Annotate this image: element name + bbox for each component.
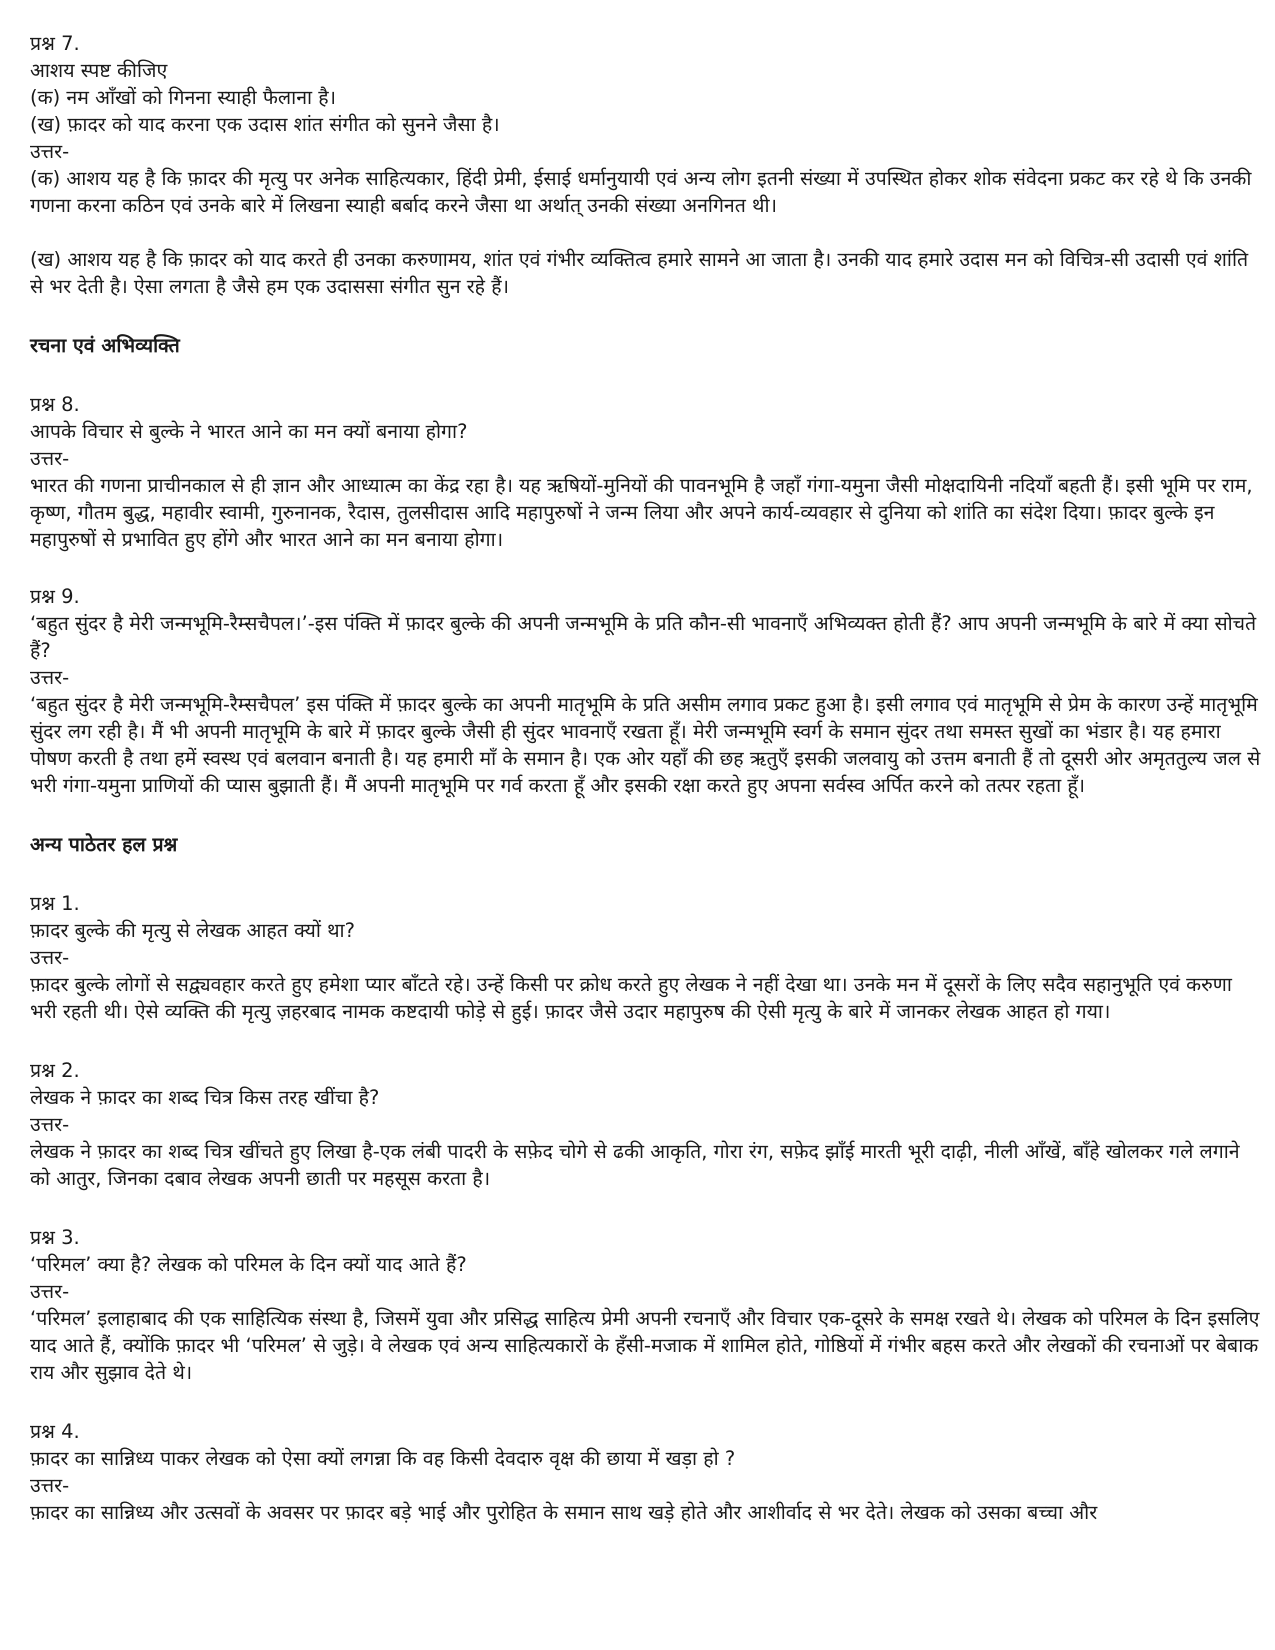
- qa-block-other-q2: [30, 1057, 1262, 1192]
- question-sub-item: (ख) फ़ादर को याद करना एक उदास शांत संगीत को सुनने जैसा है।: [30, 113, 500, 136]
- question-text: फ़ादर का सान्निध्य पाकर लेखक को ऐसा क्यों लगन्ना कि वह किसी देवदारु वृक्ष की छाया में खड़ा हो ?: [30, 1447, 736, 1470]
- section-heading: अन्य पाठेतर हल प्रश्न: [30, 833, 178, 856]
- qa-block-q7: [30, 30, 1262, 300]
- answer-text: (ख) आशय यह है कि फ़ादर को याद करते ही उनका करुणामय, शांत एवं गंभीर व्यक्तित्व हमारे सामने आ जाता है। उनकी याद हमारे उदास मन को विचित्र-सी उदासी एवं शांति से भर देती है। ऐसा लगता है जैसे हम एक उदाससा संगीत सुन रहे हैं।: [30, 248, 1249, 298]
- answer-label: उत्तर-: [30, 1280, 70, 1303]
- question-number: प्रश्न 2.: [30, 1059, 80, 1082]
- qa-block-other-q1: [30, 890, 1262, 1025]
- document-page: [30, 30, 1262, 1526]
- answer-label: उत्तर-: [30, 946, 70, 969]
- question-sub-item: (क) नम आँखों को गिनना स्याही फैलाना है।: [30, 86, 337, 109]
- question-text: आशय स्पष्ट कीजिए: [30, 59, 168, 82]
- question-number: प्रश्न 9.: [30, 585, 80, 608]
- question-number: प्रश्न 3.: [30, 1226, 80, 1249]
- question-number: प्रश्न 4.: [30, 1420, 80, 1443]
- question-text: फ़ादर बुल्के की मृत्यु से लेखक आहत क्यों था?: [30, 919, 355, 942]
- question-number: प्रश्न 7.: [30, 32, 80, 55]
- answer-text: भारत की गणना प्राचीनकाल से ही ज्ञान और आध्यात्म का केंद्र रहा है। यह ऋषियों-मुनियों की पावनभूमि है जहाँ गंगा-यमुना जैसी मोक्षदायिनी नदियाँ बहती हैं। इसी भूमि पर राम, कृष्ण, गौतम बुद्ध, महावीर स्वामी, गुरुनानक, रैदास, तुलसीदास आदि महापुरुषों ने जन्म लिया और अपने कार्य-व्यवहार से दुनिया को शांति का संदेश दिया। फ़ादर बुल्के इन महापुरुषों से प्रभावित हुए होंगे और भारत आने का मन बनाया होगा।: [30, 474, 1253, 551]
- section-heading: रचना एवं अभिव्यक्ति: [30, 334, 180, 357]
- answer-text: (क) आशय यह है कि फ़ादर की मृत्यु पर अनेक साहित्यकार, हिंदी प्रेमी, ईसाई धर्मानुयायी एवं अन्य लोग इतनी संख्या में उपस्थित होकर शोक संवेदना प्रकट कर रहे थे कि उनकी गणना करना कठिन एवं उनके बारे में लिखना स्याही बर्बाद करने जैसा था अर्थात् उनकी संख्या अनगिनत थी।: [30, 167, 1252, 217]
- question-text: लेखक ने फ़ादर का शब्द चित्र किस तरह खींचा है?: [30, 1086, 380, 1109]
- answer-text: लेखक ने फ़ादर का शब्द चित्र खींचते हुए लिखा है-एक लंबी पादरी के सफ़ेद चोगे से ढकी आकृति, गोरा रंग, सफ़ेद झाँई मारती भूरी दाढ़ी, नीली आँखें, बाँहे खोलकर गले लगाने को आतुर, जिनका दबाव लेखक अपनी छाती पर महसूस करता है।: [30, 1140, 1240, 1190]
- qa-block-q8: [30, 391, 1262, 553]
- question-text: आपके विचार से बुल्के ने भारत आने का मन क्यों बनाया होगा?: [30, 420, 468, 443]
- answer-text: ‘बहुत सुंदर है मेरी जन्मभूमि-रैम्सचैपल’ इस पंक्ति में फ़ादर बुल्के का अपनी मातृभूमि के प्रति असीम लगाव प्रकट हुआ है। इसी लगाव एवं मातृभूमि से प्रेम के कारण उन्हें मातृभूमि सुंदर लग रही है। मैं भी अपनी मातृभूमि के बारे में फ़ादर बुल्के जैसी ही सुंदर भावनाएँ रखता हूँ। मेरी जन्मभूमि स्वर्ग के समान सुंदर तथा समस्त सुखों का भंडार है। यह हमारा पोषण करती है तथा हमें स्वस्थ एवं बलवान बनाती है। यह हमारी माँ के समान है। एक ओर यहाँ की छह ऋतुएँ इसकी जलवायु को उत्तम बनाती हैं तो दूसरी ओर अमृततुल्य जल से भरी गंगा-यमुना प्राणियों की प्यास बुझाती हैं। मैं अपनी मातृभूमि पर गर्व करता हूँ और इसकी रक्षा करते हुए अपना सर्वस्व अर्पित करने को तत्पर रहता हूँ।: [30, 693, 1261, 797]
- answer-label: उत्तर-: [30, 666, 70, 689]
- answer-label: उत्तर-: [30, 140, 70, 163]
- qa-block-q9: [30, 583, 1262, 799]
- question-text: ‘परिमल’ क्या है? लेखक को परिमल के दिन क्यों याद आते हैं?: [30, 1253, 467, 1276]
- answer-text: ‘परिमल’ इलाहाबाद की एक साहित्यिक संस्था है, जिसमें युवा और प्रसिद्ध साहित्य प्रेमी अपनी रचनाएँ और विचार एक-दूसरे के समक्ष रखते थे। लेखक को परिमल के दिन इसलिए याद आते हैं, क्योंकि फ़ादर भी ‘परिमल’ से जुड़े। वे लेखक एवं अन्य साहित्यकारों के हँसी-मजाक में शामिल होते, गोष्ठियों में गंभीर बहस करते और लेखकों की रचनाओं पर बेबाक राय और सुझाव देते थे।: [30, 1307, 1260, 1384]
- question-number: प्रश्न 1.: [30, 892, 80, 915]
- qa-block-other-q3: [30, 1224, 1262, 1386]
- question-text: ‘बहुत सुंदर है मेरी जन्मभूमि-रैम्सचैपल।’-इस पंक्ति में फ़ादर बुल्के की अपनी जन्मभूमि के प्रति कौन-सी भावनाएँ अभिव्यक्त होती हैं? आप अपनी जन्मभूमि के बारे में क्या सोचते हैं?: [30, 612, 1257, 662]
- answer-label: उत्तर-: [30, 1113, 70, 1136]
- answer-text: फ़ादर बुल्के लोगों से सद्व्यवहार करते हुए हमेशा प्यार बाँटते रहे। उन्हें किसी पर क्रोध करते हुए लेखक ने नहीं देखा था। उनके मन में दूसरों के लिए सदैव सहानुभूति एवं करुणा भरी रहती थी। ऐसे व्यक्ति की मृत्यु ज़हरबाद नामक कष्टदायी फोड़े से हुई। फ़ादर जैसे उदार महापुरुष की ऐसी मृत्यु के बारे में जानकर लेखक आहत हो गया।: [30, 973, 1232, 1023]
- answer-label: उत्तर-: [30, 1474, 70, 1497]
- question-number: प्रश्न 8.: [30, 393, 80, 416]
- answer-text: फ़ादर का सान्निध्य और उत्सवों के अवसर पर फ़ादर बड़े भाई और पुरोहित के समान साथ खड़े होते और आशीर्वाद से भर देते। लेखक को उसका बच्चा और: [30, 1501, 1098, 1524]
- qa-block-other-q4: [30, 1418, 1262, 1526]
- answer-label: उत्तर-: [30, 447, 70, 470]
